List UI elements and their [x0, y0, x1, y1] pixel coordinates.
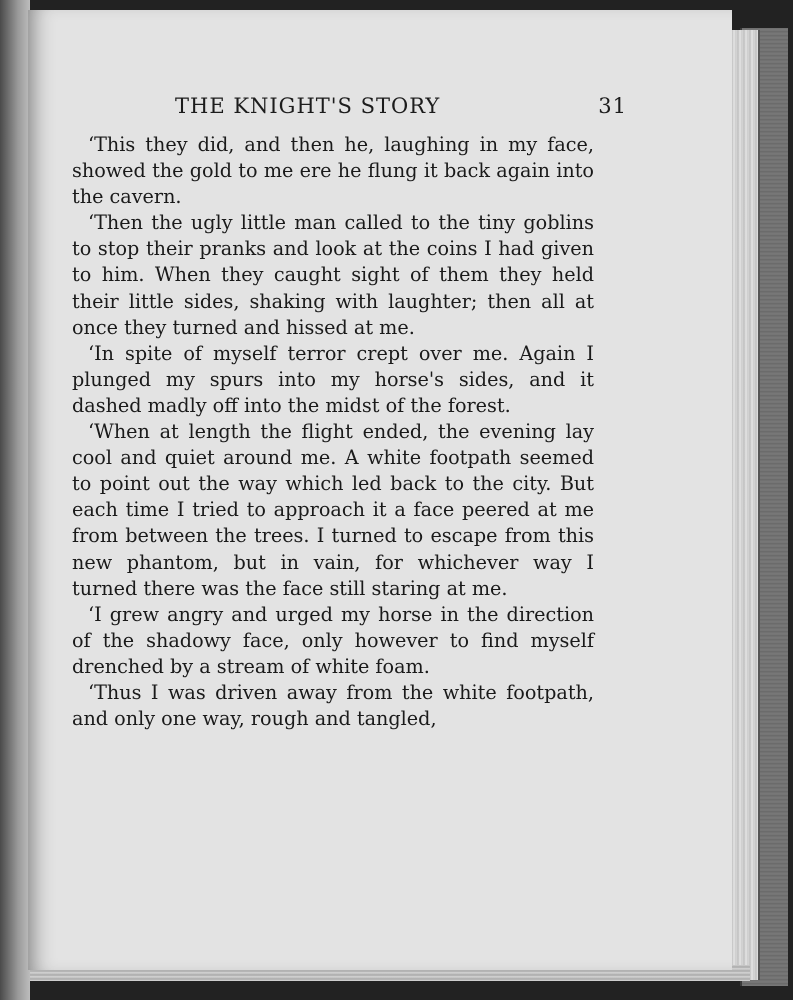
paragraph: ‘This they did, and then he, laughing in my face, showed the gold to me ere he flung it back again into the cavern.: [72, 133, 594, 209]
book-page: [28, 10, 732, 970]
facing-page-edge: [0, 0, 30, 1000]
paragraph: ‘In spite of myself terror crept over me. Again I plunged my spurs into my horse's sides, and it dashed madly off into the midst of the forest.: [72, 341, 594, 417]
running-head-title: THE KNIGHT'S STORY: [175, 94, 441, 118]
paragraph: ‘I grew angry and urged my horse in the direction of the shadowy face, only however to find myself drenched by a stream of white foam.: [72, 602, 594, 678]
page-number: 31: [598, 94, 627, 118]
paragraph: ‘When at length the flight ended, the evening lay cool and quiet around me. A white footpath seemed to point out the way which led back to the city. But each time I tried to approach it a face peered at me from between the trees. I turned to escape from this new phantom, but in vain, for whichever way I turned there was the face still staring at me.: [72, 420, 594, 600]
body-text: [72, 132, 594, 732]
paragraph: ‘Thus I was driven away from the white footpath, and only one way, rough and tangled,: [72, 680, 594, 731]
paragraph: ‘Then the ugly little man called to the tiny goblins to stop their pranks and look at the coins I had given to him. When they caught sight of them they held their little sides, shaking with laughter; then all at once they turned and hissed at me.: [72, 211, 594, 339]
